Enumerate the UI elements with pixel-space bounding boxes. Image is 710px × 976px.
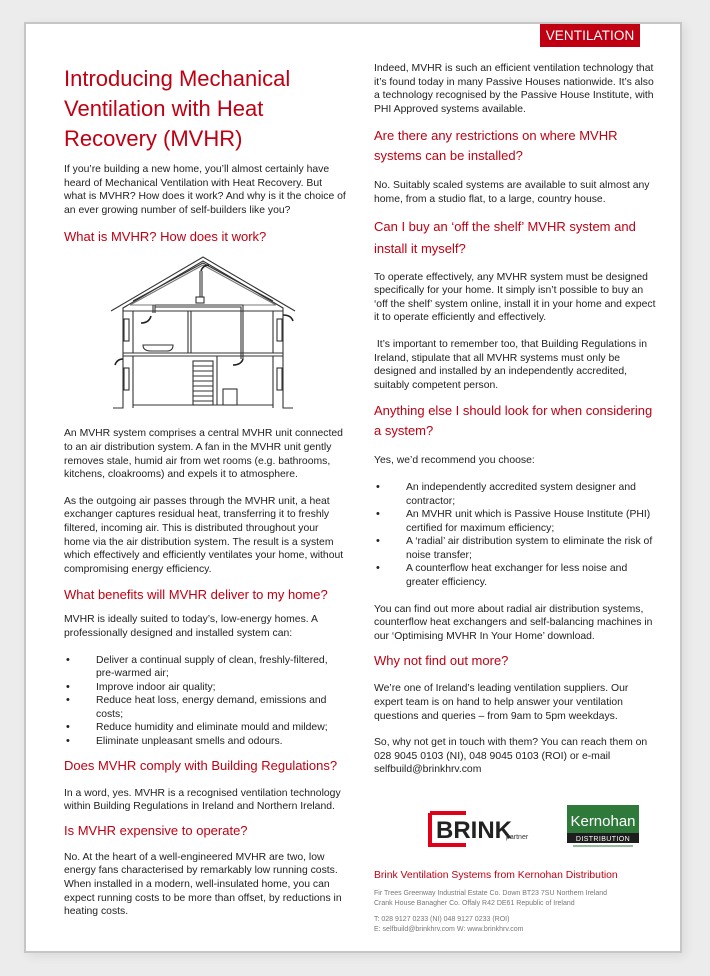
list-item: • A counterflow heat exchanger for less noise and greater efficiency.: [374, 562, 656, 589]
brink-logo: [426, 811, 538, 847]
paragraph-off-the-shelf-1: To operate effectively, any MVHR system must be designed specifically for your home. It simply isn’t possible to buy an ‘off the shelf’ system online, install it in your home and expect it to operate efficiently and effectively.: [374, 271, 656, 324]
list-item: • Reduce humidity and eliminate mould and mildew;: [64, 721, 346, 735]
heading-benefits: What benefits will MVHR deliver to my home?: [64, 587, 328, 603]
recommend-list: [374, 481, 656, 590]
paragraph-what-2: As the outgoing air passes through the MVHR unit, a heat exchanger captures residual heat, transferring it to freshly filtered, incoming air. This is distributed throughout your home via the air distribution system. The result is a system which effectively and efficiently ventilates your home, without compromising energy efficiency.: [64, 495, 344, 575]
footer-email-web[interactable]: E: selfbuild@brinkhrv.com W: www.brinkhrv.com: [374, 925, 524, 933]
left-column: [64, 64, 346, 919]
list-item: • An MVHR unit which is Passive House Institute (PHI) certified for maximum efficiency;: [374, 508, 656, 535]
heading-what-is-mvhr: What is MVHR? How does it work?: [64, 229, 267, 245]
house-diagram: [88, 253, 308, 423]
paragraph-why-not-1: We’re one of Ireland’s leading ventilation suppliers. Our expert team is on hand to help answer your ventilation questions and queries – from 9am to 5pm weekdays.: [374, 683, 629, 722]
paragraph-anything-else: Yes, we’d recommend you choose:: [374, 455, 535, 467]
kernohan-logo: [567, 805, 639, 849]
brink-logo-text: BRINK: [436, 817, 512, 844]
list-item: • Improve indoor air quality;: [64, 681, 346, 695]
right-column: [374, 64, 656, 935]
list-item: • Deliver a continual supply of clean, freshly-filtered, pre-warmed air;: [64, 654, 346, 681]
paragraph-cost: No. At the heart of a well-engineered MVHR are two, low energy fans characterised by remarkably low running costs. When installed in a modern, well-insulated home, you can expect running costs to be more than offset, by reductions in heating costs.: [64, 851, 342, 918]
footer-address-1: Fir Trees Greenway Industrial Estate Co. Down BT23 7SU Northern Ireland: [374, 889, 608, 897]
list-item: • Reduce heat loss, energy demand, emissions and costs;: [64, 694, 346, 721]
footer-phone: T: 028 9127 0233 (NI) 048 9127 0233 (ROI): [374, 915, 510, 923]
heading-off-the-shelf: Can I buy an ‘off the shelf’ MVHR system and install it myself?: [374, 218, 636, 256]
heading-why-not: Why not find out more?: [374, 653, 509, 669]
brink-partner-text: partner: [506, 834, 529, 841]
heading-anything-else: Anything else I should look for when considering a system?: [374, 403, 653, 439]
list-item: • Eliminate unpleasant smells and odours.: [64, 735, 346, 749]
list-item: • An independently accredited system designer and contractor;: [374, 481, 656, 508]
category-badge: VENTILATION: [540, 24, 640, 47]
kernohan-sub-text: DISTRIBUTION: [575, 836, 631, 843]
intro-paragraph: If you’re building a new home, you’ll almost certainly have heard of Mechanical Ventilation with Heat Recovery. But what is MVHR? How does it work? And why is it the choice of an ever growing number of self-builders like you?: [64, 164, 346, 216]
page-title: Introducing Mechanical Ventilation with Heat Recovery (MVHR): [64, 66, 291, 151]
benefits-list: [64, 654, 346, 749]
heading-restrictions: Are there any restrictions on where MVHR systems can be installed?: [374, 128, 618, 164]
paragraph-find-out-more: You can find out more about radial air distribution systems, counterflow heat exchangers and self-balancing machines in our ‘Optimising MVHR In Your Home’ download.: [374, 603, 653, 642]
paragraph-building-regs: In a word, yes. MVHR is a recognised ventilation technology within Building Regulations in Ireland and Northern Ireland.: [64, 787, 341, 813]
paragraph-why-not-2: So, why not get in touch with them? You can reach them on 028 9045 0103 (NI), 048 9045 0103 (ROI) or e-mail selfbuild@brinkhrv.com: [374, 737, 648, 776]
partner-logos: [374, 803, 656, 855]
paragraph-off-the-shelf-2: It’s important to remember too, that Building Regulations in Ireland, stipulate that all MVHR systems must only be designed and installed by an independently accredited, suitably competent person.: [374, 338, 650, 391]
paragraph-benefits: MVHR is ideally suited to today’s, low-energy homes. A professionally designed and installed system can:: [64, 614, 318, 639]
footer-address-2: Crank House Banagher Co. Offaly R42 DE61 Republic of Ireland: [374, 899, 575, 907]
paragraph-restrictions: No. Suitably scaled systems are available to suit almost any home, from a studio flat, to a large, country house.: [374, 180, 650, 205]
footer-title: Brink Ventilation Systems from Kernohan Distribution: [374, 870, 618, 881]
heading-cost: Is MVHR expensive to operate?: [64, 822, 248, 838]
paragraph-what-1: An MVHR system comprises a central MVHR unit connected to an air distribution system. A fan in the MVHR unit gently removes stale, humid air from wet rooms (e.g. bathrooms, kitchens, cloakrooms) and expels it to atmosphere.: [64, 428, 343, 481]
kernohan-logo-text: Kernohan: [570, 813, 636, 830]
paragraph-indeed: Indeed, MVHR is such an efficient ventilation technology that it’s found today in many Passive Houses nationwide. It’s also a technology recognised by the Passive House Institute, with PHI Approved systems available.: [374, 63, 654, 115]
list-item: • A ‘radial’ air distribution system to eliminate the risk of noise transfer;: [374, 535, 656, 562]
heading-building-regs: Does MVHR comply with Building Regulations?: [64, 757, 338, 773]
